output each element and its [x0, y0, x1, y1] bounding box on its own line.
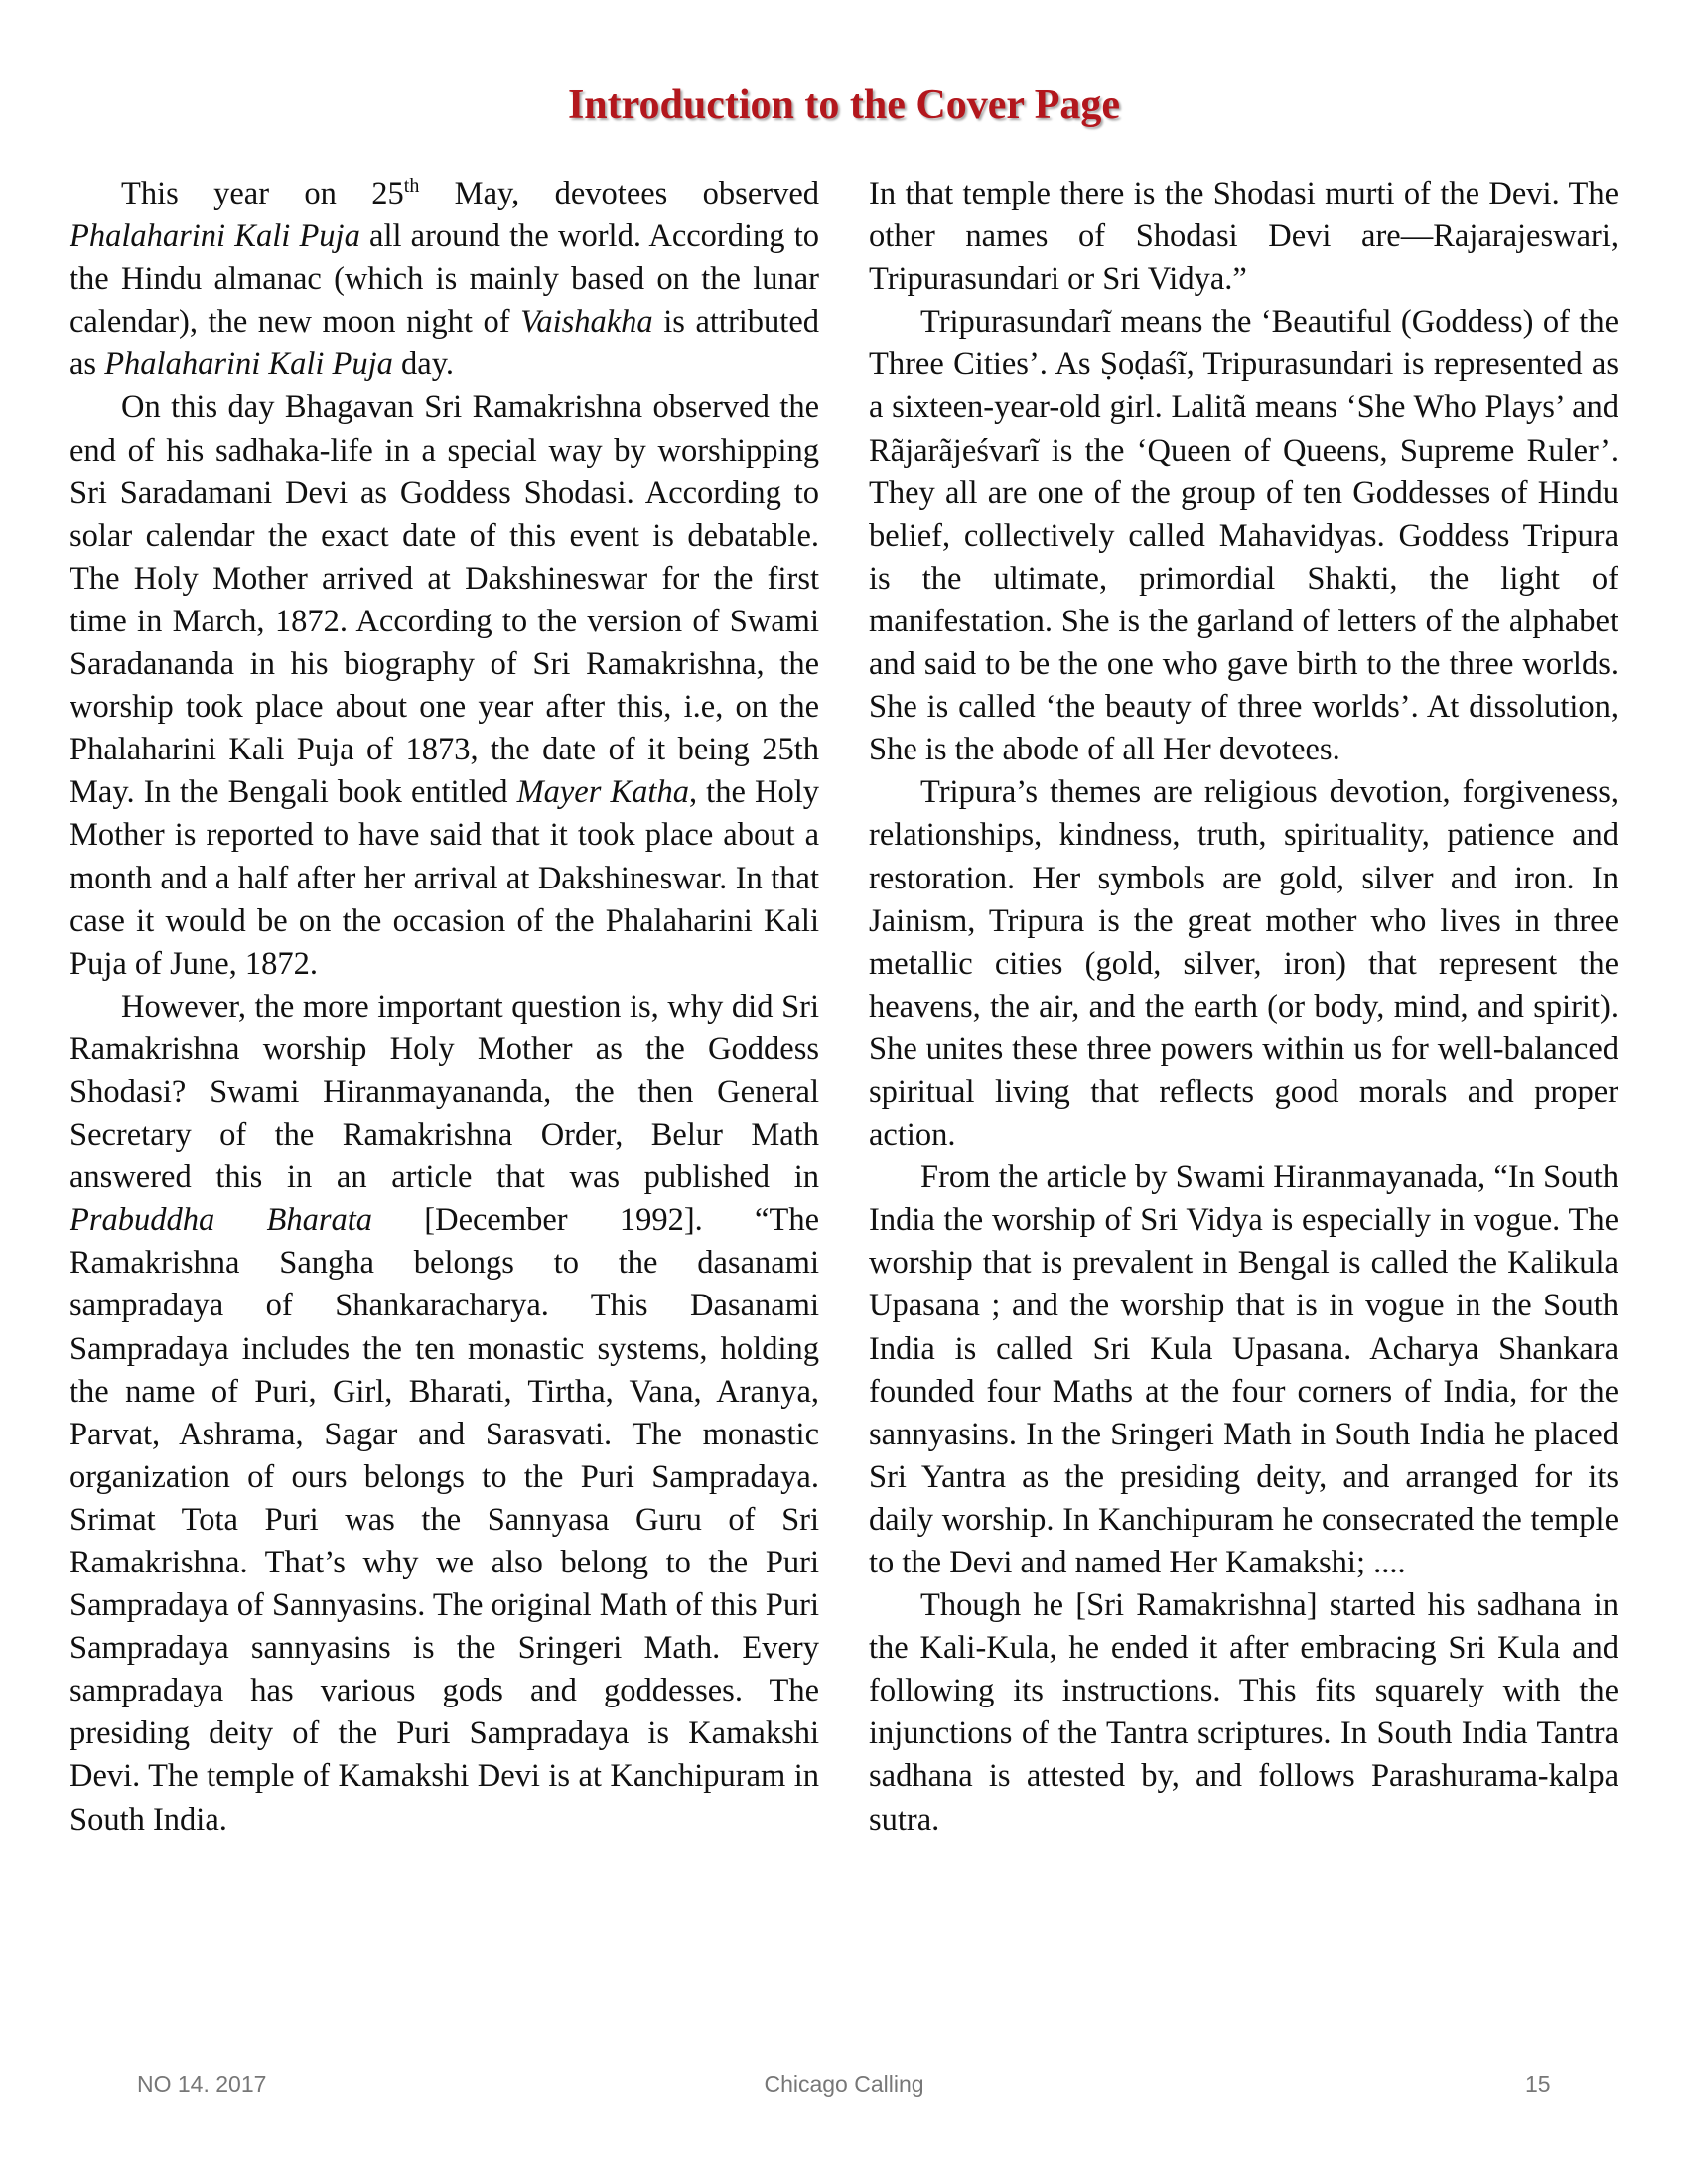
text-run: However, the more important question is, why did Sri Ramakrishna worship Holy Mother as the Goddess Shodasi? Swami Hiranmayananda, the then General Secretary of the Ramakrishna Order, Belur Math answered this in an article that was published in [70, 988, 819, 1196]
text-run: Though he [Sri Ramakrishna] started his sadhana in the Kali-Kula, he ended it after embracing Sri Kula and following its instructions. This fits squarely with the injunctions of the Tantra scriptures. In South India Tantra sadhana is attested by, and follows Parashurama-kalpa sutra. [869, 1587, 1618, 1838]
text-run: , the Holy Mother is reported to have said that it took place about a month and a half after her arrival at Dakshineswar. In that case it would be on the occasion of the Phalaharini Kali Puja of June, 1872. [70, 774, 819, 982]
text-run: From the article by Swami Hiranmayanada, “In South India the worship of Sri Vidya is especially in vogue. The worship that is prevalent in Bengal is called the Kalikula Upasana ; and the worship that is in vogue in the South India is called Sri Kula Upasana. Acharya Shankara founded four Maths at the four corners of India, for the sannyasins. In the Sringeri Math in South India he placed Sri Yantra as the presiding deity, and arranged for its daily worship. In Kanchipuram he consecrated the temple to the Devi and named Her Kamakshi; .... [869, 1160, 1618, 1580]
paragraph [70, 173, 819, 386]
paragraph [70, 986, 819, 1842]
text-run: Tripurasundarĩ means the ‘Beautiful (Goddess) of the Three Cities’. As Ṣoḍaśĩ, Tripurasundari is represented as a sixteen-year-old girl. Lalitã means ‘She Who Plays’ and Rãjarãjeśvarĩ is the ‘Queen of Queens, Supreme Ruler’. They all are one of the group of ten Goddesses of Hindu belief, collectively called Mahavidyas. Goddess Tripura is the ultimate, primordial Shakti, the light of manifestation. She is the garland of letters of the alphabet and said to be the one who gave birth to the three worlds. She is called ‘the beauty of three worlds’. At dissolution, She is the abode of all Her devotees. [869, 304, 1618, 768]
paragraph [869, 1157, 1618, 1584]
text-run: In that temple there is the Shodasi murti of the Devi. The other names of Shodasi Devi are—Rajarajeswari, Tripurasundari or Sri Vidya.” [869, 176, 1618, 298]
italic-text: Vaishakha [520, 304, 653, 341]
page-title: Introduction to the Cover Page [567, 82, 1121, 128]
paragraph [70, 386, 819, 985]
text-run: May, devotees observed [419, 176, 819, 211]
italic-text: Prabuddha Bharata [70, 1202, 373, 1239]
paragraph [869, 173, 1618, 301]
superscript-text: th [403, 175, 420, 197]
left-text-column [70, 173, 819, 1842]
text-run: all around the world. According to the Hindu almanac (which is mainly based on the lunar calendar), the new moon night of [70, 218, 819, 341]
italic-text: Phalaharini Kali Puja [70, 218, 360, 255]
paragraph [869, 301, 1618, 771]
text-run: This year on 25 [121, 176, 404, 211]
footer-publication: Chicago Calling [764, 2071, 924, 2097]
right-text-column [869, 173, 1618, 1842]
paragraph [869, 771, 1618, 1157]
footer-issue: NO 14. 2017 [137, 2071, 267, 2097]
paragraph [869, 1584, 1618, 1842]
footer-page-number: 15 [1525, 2071, 1551, 2097]
italic-text: Phalaharini Kali Puja [104, 346, 393, 383]
text-run: On this day Bhagavan Sri Ramakrishna observed the end of his sadhaka-life in a special way by worshipping Sri Saradamani Devi as Goddess Shodasi. According to solar calendar the exact date of this event is debatable. The Holy Mother arrived at Dakshineswar for the first time in March, 1872. According to the version of Swami Saradananda in his biography of Sri Ramakrishna, the worship took place about one year after this, i.e, on the Phalaharini Kali Puja of 1873, the date of it being 25th May. In the Bengali book entitled [70, 389, 819, 811]
italic-text: Mayer Katha [516, 774, 689, 811]
text-run: is attributed as [70, 304, 820, 383]
text-run: [December 1992]. “The Ramakrishna Sangha belongs to the dasanami sampradaya of Shankaracharya. This Dasanami Sampradaya includes the ten monastic systems, holding the name of Puri, Girl, Bharati, Tirtha, Vana, Aranya, Parvat, Ashrama, Sagar and Sarasvati. The monastic organization of ours belongs to the Puri Sampradaya. Srimat Tota Puri was the Sannyasa Guru of Sri Ramakrishna. That’s why we also belong to the Puri Sampradaya of Sannyasins. The original Math of this Puri Sampradaya sannyasins is the Sringeri Math. Every sampradaya has various gods and goddesses. The presiding deity of the Puri Sampradaya is Kamakshi Devi. The temple of Kamakshi Devi is at Kanchipuram in South India. [70, 1202, 820, 1838]
text-run: Tripura’s themes are religious devotion, forgiveness, relationships, kindness, truth, spirituality, patience and restoration. Her symbols are gold, silver and iron. In Jainism, Tripura is the great mother who lives in three metallic cities (gold, silver, iron) that represent the heavens, the air, and the earth (or body, mind, and spirit). She unites these three powers within us for well-balanced spiritual living that reflects good morals and proper action. [869, 774, 1618, 1154]
text-run: day. [392, 346, 454, 383]
